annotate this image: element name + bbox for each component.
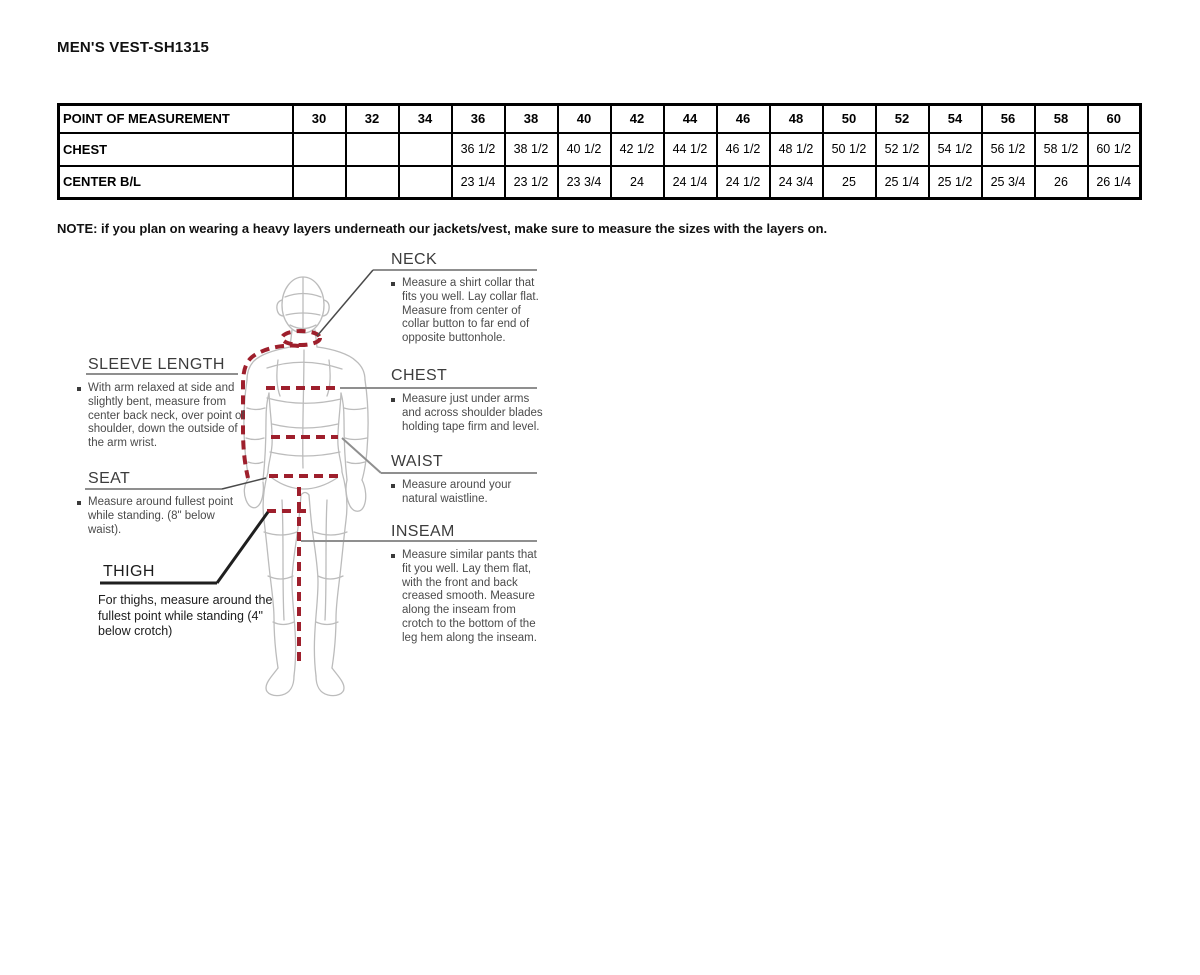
size-cell: 60 1/2	[1088, 133, 1141, 166]
bullet-icon	[77, 501, 81, 505]
bullet-icon	[391, 484, 395, 488]
size-cell: 24 1/2	[717, 166, 770, 199]
col-header-size: 36	[452, 105, 505, 133]
bullet-icon	[391, 282, 395, 286]
size-cell: 24	[611, 166, 664, 199]
neck-connector	[317, 270, 373, 336]
size-cell: 23 1/2	[505, 166, 558, 199]
size-cell: 23 3/4	[558, 166, 611, 199]
col-header-size: 38	[505, 105, 558, 133]
size-cell: 48 1/2	[770, 133, 823, 166]
section-title: THIGH	[103, 563, 155, 580]
section-text: Measure around fullest point while standing. (8" below waist).	[88, 496, 234, 536]
col-header-size: 56	[982, 105, 1035, 133]
section-text: Measure a shirt collar that fits you well. Lay collar flat. Measure from center of collar button to far end of opposite buttonhole.	[402, 277, 539, 345]
col-header-size: 32	[346, 105, 399, 133]
sleeve-measure-line	[243, 346, 299, 478]
bullet-icon	[391, 554, 395, 558]
size-cell: 25	[823, 166, 876, 199]
col-header-size: 48	[770, 105, 823, 133]
size-cell: 58 1/2	[1035, 133, 1088, 166]
size-cell: 25 1/2	[929, 166, 982, 199]
section-text: Measure just under arms and across shoulder blades holding tape firm and level.	[402, 393, 543, 433]
row-label: CHEST	[59, 133, 293, 166]
bullet-icon	[77, 387, 81, 391]
size-cell: 24 1/4	[664, 166, 717, 199]
size-cell: 25 3/4	[982, 166, 1035, 199]
size-cell: 38 1/2	[505, 133, 558, 166]
section-title: WAIST	[391, 453, 444, 470]
col-header-size: 30	[293, 105, 346, 133]
size-cell: 26 1/4	[1088, 166, 1141, 199]
col-header-size: 40	[558, 105, 611, 133]
size-cell: 23 1/4	[452, 166, 505, 199]
waist-connector	[342, 438, 381, 473]
section-chest	[391, 367, 546, 434]
row-label: CENTER B/L	[59, 166, 293, 199]
section-title: SLEEVE LENGTH	[88, 356, 225, 373]
bullet-icon	[391, 398, 395, 402]
col-header-size: 46	[717, 105, 770, 133]
section-text: Measure around your natural waistline.	[402, 479, 512, 505]
size-cell: 52 1/2	[876, 133, 929, 166]
section-thigh	[98, 563, 278, 640]
size-cell: 36 1/2	[452, 133, 505, 166]
section-sleeve-length	[88, 356, 246, 451]
section-title: CHEST	[391, 367, 448, 384]
col-header-size: 50	[823, 105, 876, 133]
size-cell: 54 1/2	[929, 133, 982, 166]
col-header-size: 58	[1035, 105, 1088, 133]
size-cell: 40 1/2	[558, 133, 611, 166]
section-neck	[391, 251, 546, 346]
section-text: For thighs, measure around the fullest point while standing (4" below crotch)	[98, 593, 273, 638]
col-header-size: 44	[664, 105, 717, 133]
section-title: INSEAM	[391, 523, 455, 540]
section-seat	[88, 470, 246, 537]
col-header-size: 60	[1088, 105, 1141, 133]
col-header-size: 52	[876, 105, 929, 133]
section-inseam	[391, 523, 546, 646]
page-title: MEN'S VEST-SH1315	[57, 39, 210, 56]
section-text: Measure similar pants that fit you well. Lay them flat, with the front and back creased smooth. Measure along the inseam from crotch to the bottom of the leg hem along the inseam.	[402, 549, 537, 644]
size-cell: 26	[1035, 166, 1088, 199]
size-cell: 24 3/4	[770, 166, 823, 199]
col-header-size: 54	[929, 105, 982, 133]
size-cell: 44 1/2	[664, 133, 717, 166]
col-header-size: 42	[611, 105, 664, 133]
size-cell: 25 1/4	[876, 166, 929, 199]
section-text: With arm relaxed at side and slightly bent, measure from center back neck, over point of shoulder, down the outside of the arm wrist.	[88, 382, 245, 450]
size-cell: 46 1/2	[717, 133, 770, 166]
section-title: NECK	[391, 251, 438, 268]
size-cell: 50 1/2	[823, 133, 876, 166]
size-cell: 42 1/2	[611, 133, 664, 166]
col-header-size: 34	[399, 105, 452, 133]
section-waist	[391, 453, 546, 507]
size-cell: 56 1/2	[982, 133, 1035, 166]
col-header-label: POINT OF MEASUREMENT	[59, 105, 293, 133]
section-title: SEAT	[88, 470, 131, 487]
note-text: NOTE: if you plan on wearing a heavy layers underneath our jackets/vest, make sure to measure the sizes with the layers on.	[57, 221, 828, 236]
